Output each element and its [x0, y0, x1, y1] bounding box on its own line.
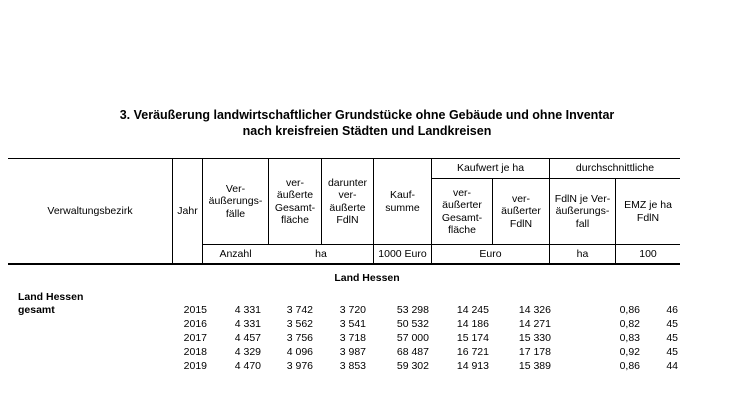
cell-kaufwert-fdln: 14 326 [518, 304, 551, 316]
cell-fdln: 3 987 [339, 346, 366, 358]
cell-kaufwert-fdln: 15 330 [518, 332, 551, 344]
unit-anzahl: Anzahl [219, 247, 252, 260]
cell-gesamtflaeche: 3 742 [286, 304, 313, 316]
header-jahr: Jahr [177, 204, 198, 217]
cell-gesamtflaeche: 3 756 [286, 332, 313, 344]
cell-fdln: 3 853 [339, 360, 366, 372]
region-label-line-1: Land Hessen [18, 291, 84, 303]
cell-fdln-je-fall: 0,83 [619, 332, 640, 344]
cell-emz-je-ha: 44 [666, 360, 678, 372]
cell-jahr: 2019 [183, 360, 207, 372]
cell-jahr: 2016 [183, 318, 207, 330]
region-label-line-2: gesamt [18, 304, 55, 316]
cell-kaufwert-fdln: 17 178 [518, 346, 551, 358]
unit-100: 100 [639, 247, 657, 260]
unit-ha: ha [315, 247, 327, 260]
header-kaufwert-gesamt: ver- äußerter Gesamt- fläche [441, 186, 483, 236]
cell-kaufwert-gesamt: 14 245 [456, 304, 489, 316]
header-bottom-rule [8, 263, 680, 265]
header-emz-je-ha: EMZ je ha FdlN [624, 199, 672, 224]
cell-kaufsumme: 53 298 [396, 304, 429, 316]
cell-kaufwert-gesamt: 14 913 [456, 360, 489, 372]
cell-fdln: 3 718 [339, 332, 366, 344]
header-kaufwert-fdln: ver- äußerter FdlN [501, 192, 541, 230]
unit-ha-2: ha [576, 247, 589, 260]
cell-kaufwert-gesamt: 14 186 [456, 318, 489, 330]
cell-fdln-je-fall: 0,92 [619, 346, 640, 358]
section-heading: Land Hessen [334, 272, 400, 284]
header-kaufwert-group: Kaufwert je ha [456, 162, 525, 175]
header-fdln-je-fall: FdlN je Ver- äußerungs- fall [554, 192, 611, 230]
unit-1000-euro: 1000 Euro [378, 247, 427, 260]
cell-jahr: 2018 [183, 346, 207, 358]
cell-kaufwert-fdln: 14 271 [518, 318, 551, 330]
cell-fdln: 3 541 [339, 318, 366, 330]
cell-jahr: 2017 [183, 332, 207, 344]
header-gesamtflaeche: ver- äußerte Gesamt- fläche [274, 176, 316, 226]
cell-kaufsumme: 50 532 [396, 318, 429, 330]
cell-emz-je-ha: 45 [666, 332, 678, 344]
cell-gesamtflaeche: 4 096 [286, 346, 313, 358]
cell-kaufsumme: 59 302 [396, 360, 429, 372]
cell-fdln: 3 720 [339, 304, 366, 316]
cell-kaufsumme: 57 000 [396, 332, 429, 344]
unit-euro: Euro [479, 247, 502, 260]
title-line-2: nach kreisfreien Städten und Landkreisen [242, 124, 492, 138]
cell-fdln-je-fall: 0,86 [619, 360, 640, 372]
cell-faelle: 4 329 [234, 346, 261, 358]
header-verwaltungsbezirk: Verwaltungsbezirk [47, 204, 133, 217]
cell-faelle: 4 331 [234, 304, 261, 316]
cell-fdln-je-fall: 0,86 [619, 304, 640, 316]
header-faelle: Ver- äußerungs- fälle [208, 182, 263, 220]
header-durchschnitt-group: durchschnittliche [575, 162, 655, 175]
cell-kaufwert-fdln: 15 389 [518, 360, 551, 372]
cell-gesamtflaeche: 3 562 [286, 318, 313, 330]
cell-faelle: 4 331 [234, 318, 261, 330]
cell-faelle: 4 470 [234, 360, 261, 372]
title-line-1: 3. Veräußerung landwirtschaftlicher Grundstücke ohne Gebäude und ohne Inventar [119, 108, 615, 122]
header-kaufsumme: Kauf- summe [385, 189, 420, 214]
cell-kaufwert-gesamt: 15 174 [456, 332, 489, 344]
cell-kaufwert-gesamt: 16 721 [456, 346, 489, 358]
header-fdln: darunter ver- äußerte FdlN [327, 176, 368, 226]
cell-emz-je-ha: 45 [666, 346, 678, 358]
cell-kaufsumme: 68 487 [396, 346, 429, 358]
cell-jahr: 2015 [183, 304, 207, 316]
cell-emz-je-ha: 45 [666, 318, 678, 330]
cell-gesamtflaeche: 3 976 [286, 360, 313, 372]
cell-fdln-je-fall: 0,82 [619, 318, 640, 330]
cell-emz-je-ha: 46 [666, 304, 678, 316]
cell-faelle: 4 457 [234, 332, 261, 344]
